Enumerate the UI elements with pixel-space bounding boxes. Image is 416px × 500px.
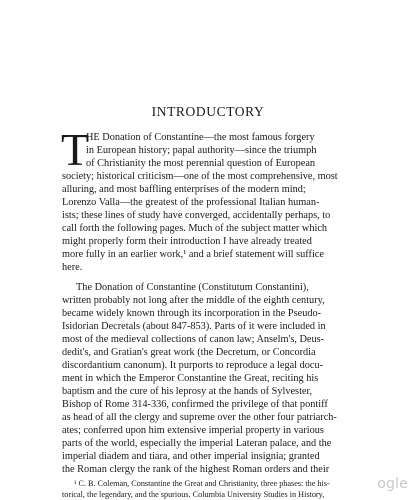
text-line: imperial diadem and tiara, and other imperial insignia; granted — [62, 451, 320, 462]
text-line: became widely known through its incorporation in the Pseudo- — [62, 308, 322, 319]
footnote-line: ¹ C. B. Coleman, Constantine the Great and Christianity, three phases: the his- — [74, 479, 330, 488]
text-line: parts of the world, especially the imperial Lateran palace, and the — [62, 438, 332, 449]
text-line: discordantium canonum). It purports to reproduce a legal docu- — [62, 360, 324, 371]
text-line: the Roman clergy the rank of the highest Roman orders and their — [62, 464, 330, 475]
drop-cap: T — [61, 124, 90, 175]
watermark: ogle — [377, 476, 408, 492]
text-line: ment in which the Emperor Constantine the Great, reciting his — [62, 373, 319, 384]
text-line: in European history; papal authority—since the triumph — [86, 145, 317, 156]
text-line: HE Donation of Constantine—the most famous forgery — [86, 132, 315, 143]
text-line: ists; these lines of study have converged, accidentally perhaps, to — [62, 210, 331, 221]
text-line: alluring, and most baffling enterprises of the modern mind; — [62, 184, 306, 195]
text-line: written probably not long after the middle of the eighth century, — [62, 295, 325, 306]
text-line: of Christianity the most perennial question of European — [86, 158, 316, 169]
text-line: might properly form their introduction I have already treated — [62, 236, 312, 247]
text-line: more fully in an earlier work,¹ and a brief statement will suffice — [62, 249, 324, 260]
chapter-title: INTRODUCTORY — [151, 104, 265, 119]
text-line: dedit's, and Gratian's great work (the Decretum, or Concordia — [62, 347, 316, 358]
text-line: here. — [62, 262, 83, 273]
text-line: call forth the following pages. Much of the subject matter which — [62, 223, 328, 234]
text-line: ates; conferred upon him extensive imperial property in various — [62, 425, 324, 436]
text-line: The Donation of Constantine (Constitutum Constantini), — [76, 282, 309, 293]
text-line: Bishop of Rome 314-336, confirmed the privilege of that pontiff — [62, 399, 328, 410]
text-line: most of the medieval collections of canon law; Anselm's, Deus- — [62, 334, 325, 345]
text-line: Isidorian Decretals (about 847-853). Parts of it were included in — [62, 321, 326, 332]
text-line: baptism and the cure of his leprosy at the hands of Sylvester, — [62, 386, 313, 397]
text-line: Lorenzo Valla—the greatest of the professional Italian human- — [62, 197, 320, 208]
text-line: as head of all the clergy and supreme over the other four patriarch- — [62, 412, 337, 423]
text-line: society; historical criticism—one of the most comprehensive, most — [62, 171, 338, 182]
footnote-line: torical, the legendary, and the spurious. Columbia University Studies in History, — [62, 490, 325, 499]
